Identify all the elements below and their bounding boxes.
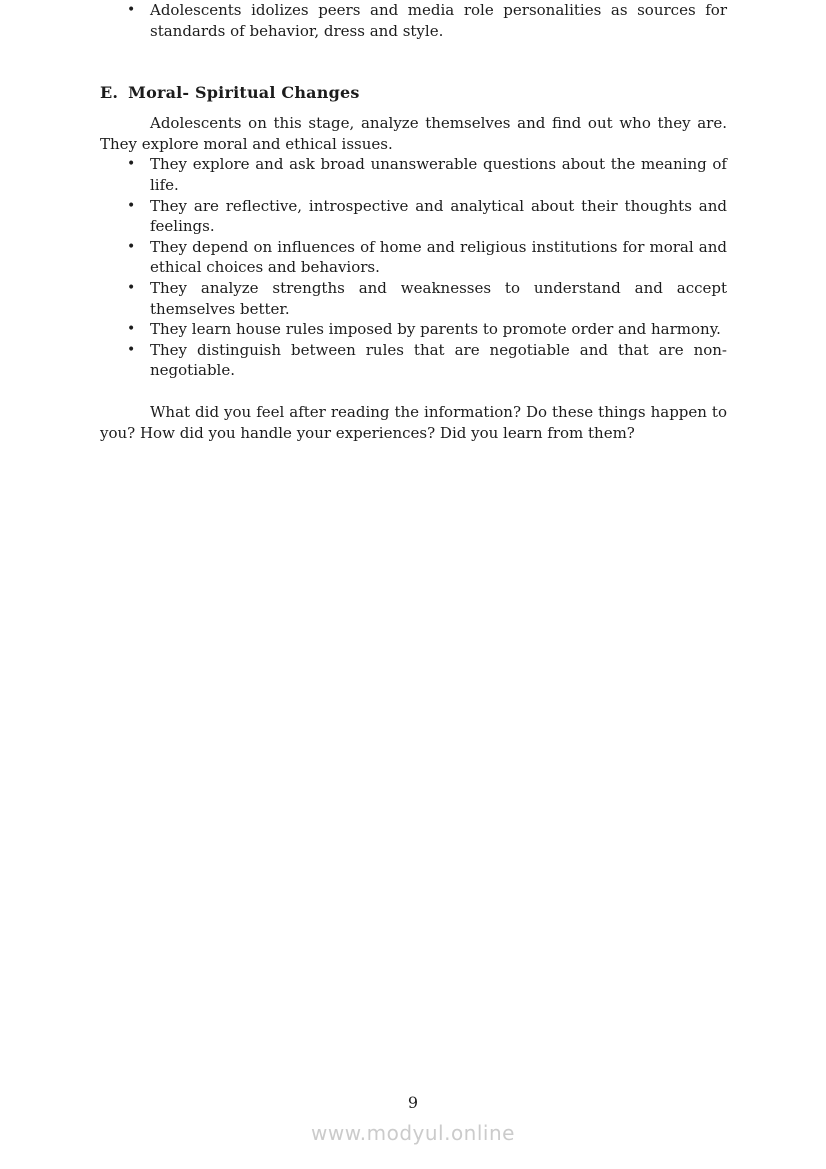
list-item (127, 237, 727, 278)
list-item (127, 278, 727, 319)
list-item (127, 196, 727, 237)
intro-paragraph: Adolescents on this stage, analyze themselves and find out who they are. They explore moral and ethical issues. (100, 114, 727, 153)
list-item (127, 154, 727, 195)
page-number: 9 (407, 1093, 419, 1112)
bullet-text: Adolescents idolizes peers and media role personalities as sources for standards of behavior, dress and style. (150, 1, 727, 40)
list-item (127, 319, 727, 340)
section-letter: E. (100, 83, 119, 103)
moral-spiritual-bullet-list (100, 154, 727, 381)
bullet-text: They distinguish between rules that are negotiable and that are non-negotiable. (150, 340, 727, 380)
bullet-icon: • (127, 238, 136, 255)
bullet-text: They depend on influences of home and religious institutions for moral and ethical choices and behaviors. (150, 237, 727, 277)
bullet-icon: • (127, 156, 136, 173)
section-heading (100, 83, 727, 102)
page-content (100, 0, 727, 443)
bullet-text: They analyze strengths and weaknesses to understand and accept themselves better. (150, 278, 727, 318)
bullet-icon: • (127, 197, 136, 214)
pre-section-bullet-list (100, 0, 727, 41)
bullet-text: They learn house rules imposed by parents to promote order and harmony. (150, 320, 721, 339)
bullet-text: They are reflective, introspective and analytical about their thoughts and feelings. (150, 196, 727, 236)
bullet-icon: • (127, 279, 136, 296)
list-item (127, 0, 727, 41)
bullet-icon: • (127, 2, 136, 18)
bullet-icon: • (127, 341, 136, 358)
list-item (127, 340, 727, 381)
bullet-text: They explore and ask broad unanswerable questions about the meaning of life. (150, 155, 727, 194)
bullet-icon: • (127, 321, 136, 338)
section-title: Moral- Spiritual Changes (128, 83, 360, 103)
closing-paragraph: What did you feel after reading the information? Do these things happen to you? How did you handle your experiences? Did you learn from them? (100, 402, 727, 442)
watermark: www.modyul.online (311, 1121, 515, 1145)
